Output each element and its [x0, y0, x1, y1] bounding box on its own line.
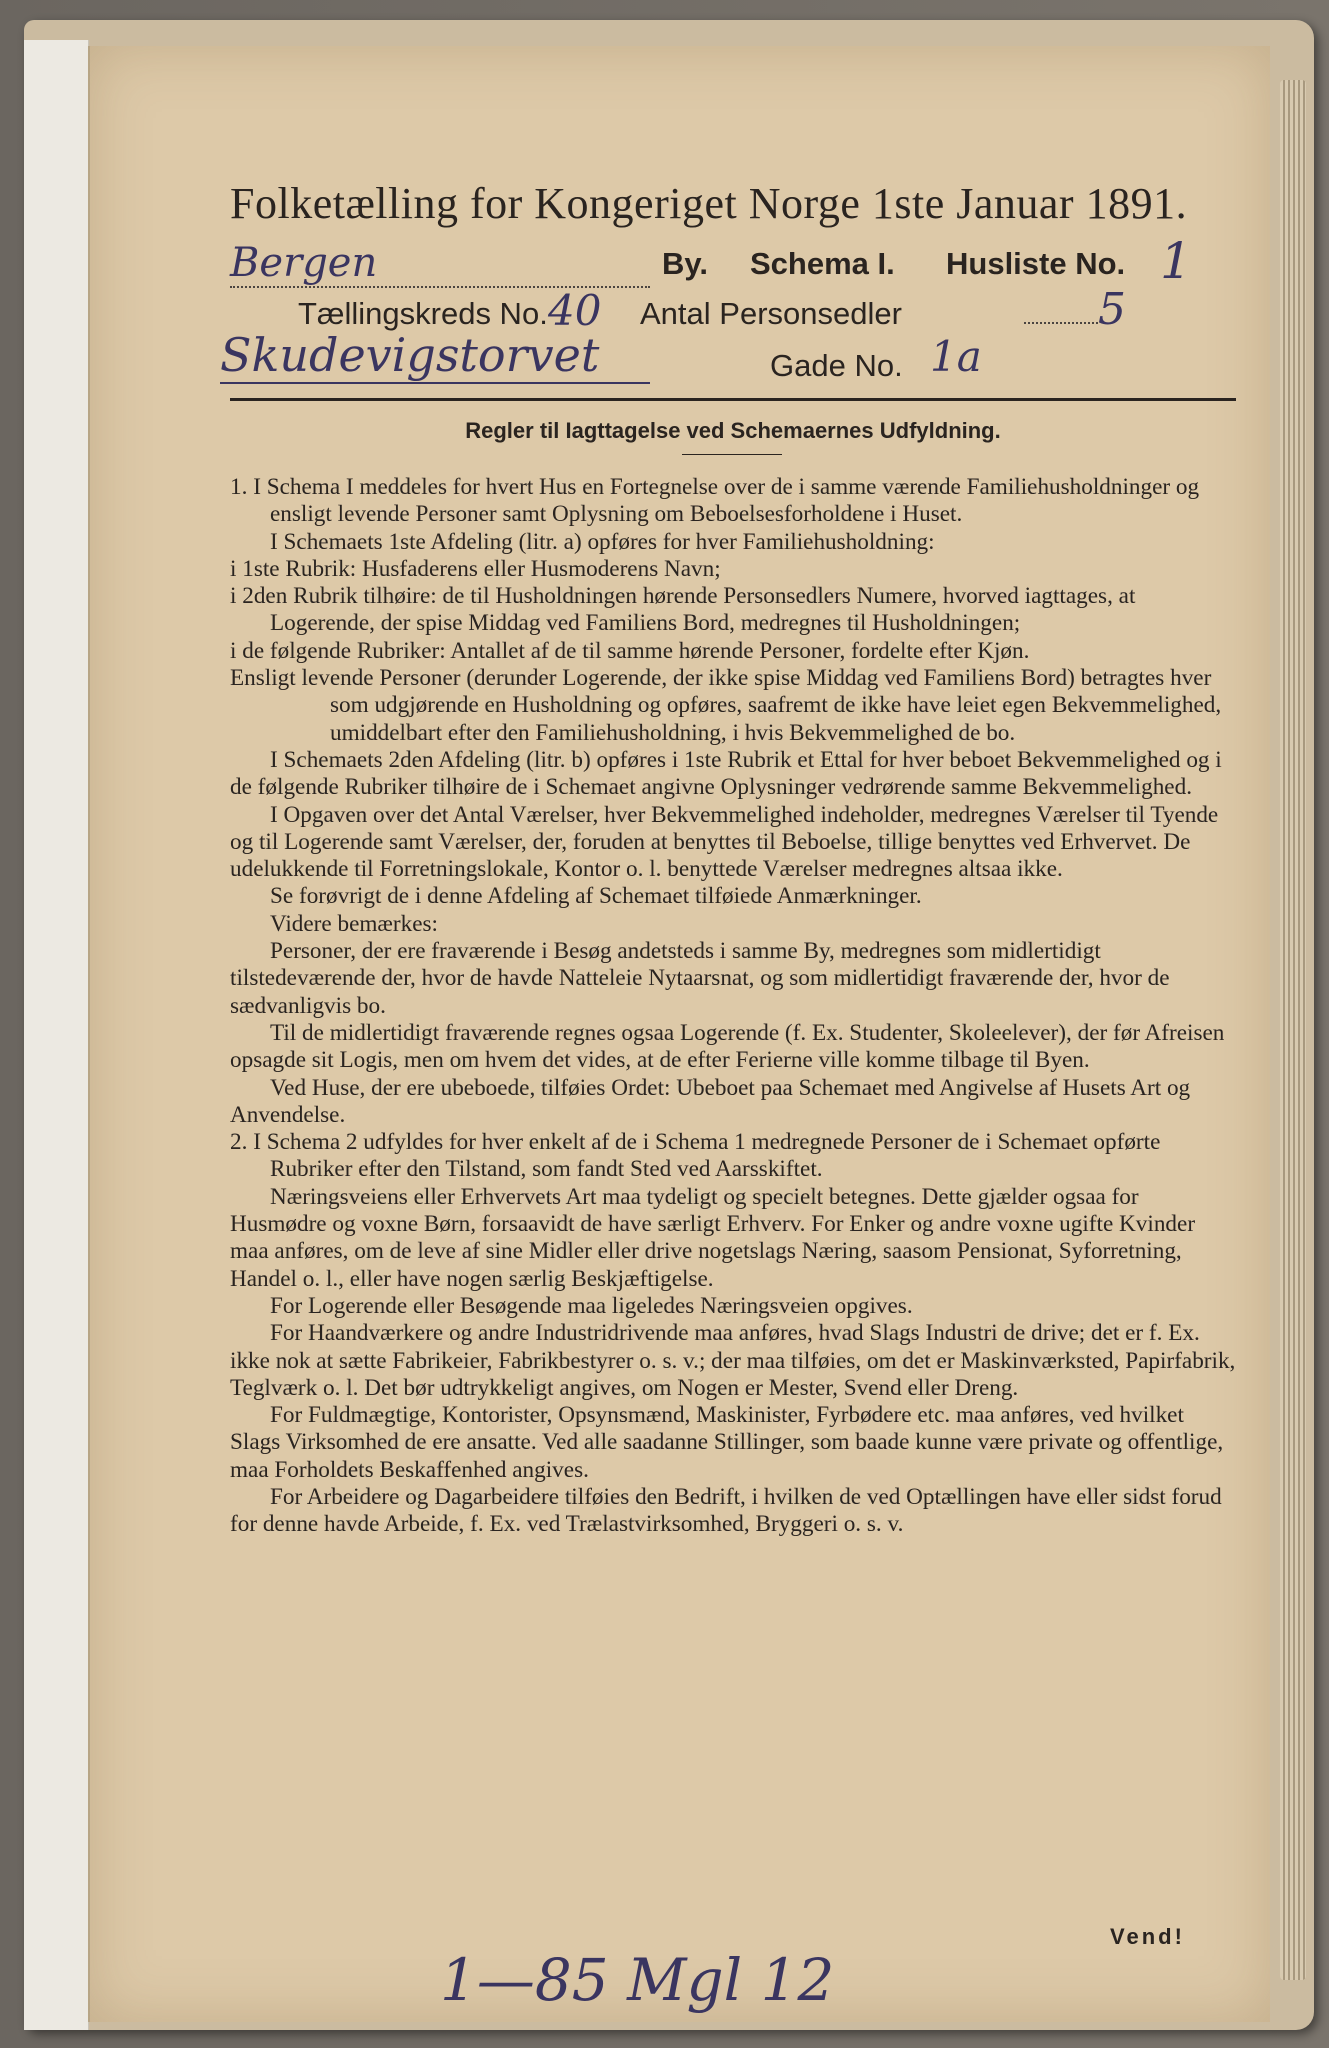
personsedler-label: Antal Personsedler	[640, 296, 902, 331]
header-line-city	[230, 232, 1230, 290]
header-line-street	[220, 328, 1230, 388]
rule-haandvaerkere: For Haandværkere og andre Industridrivende maa anføres, hvad Slags Industri de drive; det er f. Ex. ikke nok at sætte Fabrikeier, Fabrikbestyrer o. s. v.; der maa tilføies, om det er Maskinværksted, Papirfabrik, Teglværk o. l. Det bør udtrykkeligt angives, om Nogen er Mester, Svend eller Dreng.	[230, 1320, 1236, 1401]
rule-vaerelser: I Opgaven over det Antal Værelser, hver Bekvemmelighed indeholder, medregnes Værelser til Tyende og til Logerende samt Værelser, der, foruden at benyttes til Beboelse, tillige benyttes ved Erhvervet. De udelukkende til Forretningslokale, Kontor o. l. benyttede Værelser medregnes altsaa ikke.	[230, 801, 1219, 883]
archive-annotation-handwritten: 1—85 Mgl 12	[440, 1946, 835, 2014]
heading-underline	[682, 454, 782, 455]
by-label: By.	[662, 246, 708, 281]
rule-videre: Videre bemærkes:	[270, 910, 438, 937]
kreds-number-handwritten: 40	[548, 286, 602, 335]
rule-personer: Personer, der ere fraværende i Besøg andetsteds i samme By, medregnes som midlertidigt tilstedeværende der, hvor de havde Natteleie Nytaarsnat, og som midlertidigt fraværende der, hvor de sædvanligvis bo.	[230, 938, 1170, 1019]
rule-afdeling-2: I Schemaets 2den Afdeling (litr. b) opføres i 1ste Rubrik et Ettal for hver beboet Bekvemmelighed og i de følgende Rubriker tilhøire de i Schemaet angivne Oplysninger vedrørende samme Bekvemmelighed.	[230, 746, 1222, 801]
form-title: Folketælling for Kongeriget Norge 1ste Januar 1891.	[230, 179, 1188, 228]
kreds-label: Tællingskreds No.	[298, 296, 548, 331]
rule-2: 2. I Schema 2 udfyldes for hver enkelt af de i Schema 1 medregnede Personer de i Schemaet opførte Rubriker efter den Tilstand, som fandt Sted ved Aarsskiftet.	[230, 1129, 1161, 1183]
gade-label: Gade No.	[770, 348, 903, 383]
rule-fravaerende: Til de midlertidigt fraværende regnes ogsaa Logerende (f. Ex. Studenter, Skoleelever), der før Afreisen opsagde sit Logis, men om hvem det vides, at de efter Ferierne ville komme tilbage til Byen.	[230, 1019, 1225, 1074]
turn-page-note: Vend!	[1110, 1924, 1185, 1949]
husliste-label: Husliste No.	[946, 246, 1126, 281]
rule-naering: Næringsveiens eller Erhvervets Art maa tydeligt og specielt betegnes. Dette gjælder ogsaa for Husmødre og voxne Børn, forsaavidt de have særligt Erhverv. For Enker og andre voxne ugifte Kvinder maa anføres, om de leve af sine Midler eller drive nogetslags Næring, saasom Pensionat, Syforretning, Handel o. l., eller have nogen særlig Beskjæftigelse.	[230, 1183, 1196, 1292]
rule-rubrik-rest: i de følgende Rubriker: Antallet af de til samme hørende Personer, fordelte efter Kjøn.	[230, 637, 1030, 664]
street-handwritten: Skudevigstorvet	[220, 328, 650, 384]
rule-fuldmaegtige: For Fuldmægtige, Kontorister, Opsynsmænd, Maskinister, Fyrbødere etc. maa anføres, ved hvilket Slags Virksomhed de ere ansatte. Ved alle saadanne Stillinger, som baade kunne være private og offentlige, maa Forholdets Beskaffenhed angives.	[230, 1402, 1224, 1483]
rule-1: 1. I Schema I meddeles for hvert Hus en Fortegnelse over de i samme værende Familiehusholdninger og ensligt levende Personer samt Oplysning om Beboelsesforholdene i Huset.	[230, 474, 1200, 528]
husliste-number-handwritten: 1	[1160, 232, 1192, 290]
rule-logerende: For Logerende eller Besøgende maa ligeledes Næringsveien opgives.	[270, 1292, 913, 1319]
rule-1a: I Schemaets 1ste Afdeling (litr. a) opføres for hver Familiehusholdning:	[270, 528, 935, 555]
rule-arbeidere: For Arbeidere og Dagarbeidere tilføies den Bedrift, i hvilken de ved Optællingen have eller sidst forud for denne havde Arbeide, f. Ex. ved Trælastvirksomhed, Bryggeri o. s. v.	[230, 1483, 1222, 1538]
rules-body	[230, 474, 1236, 1539]
personsedler-handwritten: 5	[1098, 284, 1126, 335]
rule-enslig: Ensligt levende Personer (derunder Logerende, der ikke spise Middag ved Familiens Bord) betragtes hver som udgjørende en Husholdning og opføres, saafremt de ikke have leiet egen Bekvemmelighed, umiddelbart efter den Familiehusholdning, i hvis Bekvemmelighed de bo.	[230, 665, 1222, 746]
census-form-page	[88, 46, 1270, 2022]
binding-tape	[24, 40, 89, 2030]
rule-rubrik-1: i 1ste Rubrik: Husfaderens eller Husmoderens Navn;	[230, 555, 721, 582]
rule-ubeboet: Ved Huse, der ere ubeboede, tilføies Ordet: Ubeboet paa Schemaet med Angivelse af Husets Art og Anvendelse.	[230, 1074, 1191, 1128]
schema-label: Schema I.	[750, 246, 895, 281]
rule-anmaerkninger: Se forøvrigt de i denne Afdeling af Schemaet tilføiede Anmærkninger.	[270, 883, 922, 910]
gade-number-handwritten: 1a	[930, 332, 982, 381]
rules-heading: Regler til Iagttagelse ved Schemaernes Udfyldning.	[465, 418, 1001, 443]
header-divider	[230, 398, 1236, 401]
page-edges	[1280, 80, 1306, 1980]
rule-rubrik-2: i 2den Rubrik tilhøire: de til Husholdningen hørende Personsedlers Numere, hvorved iagttages, at Logerende, der spise Middag ved Familiens Bord, medregnes til Husholdningen;	[230, 583, 1136, 637]
personsedler-dots	[1024, 322, 1098, 324]
city-handwritten: Bergen	[230, 240, 650, 288]
